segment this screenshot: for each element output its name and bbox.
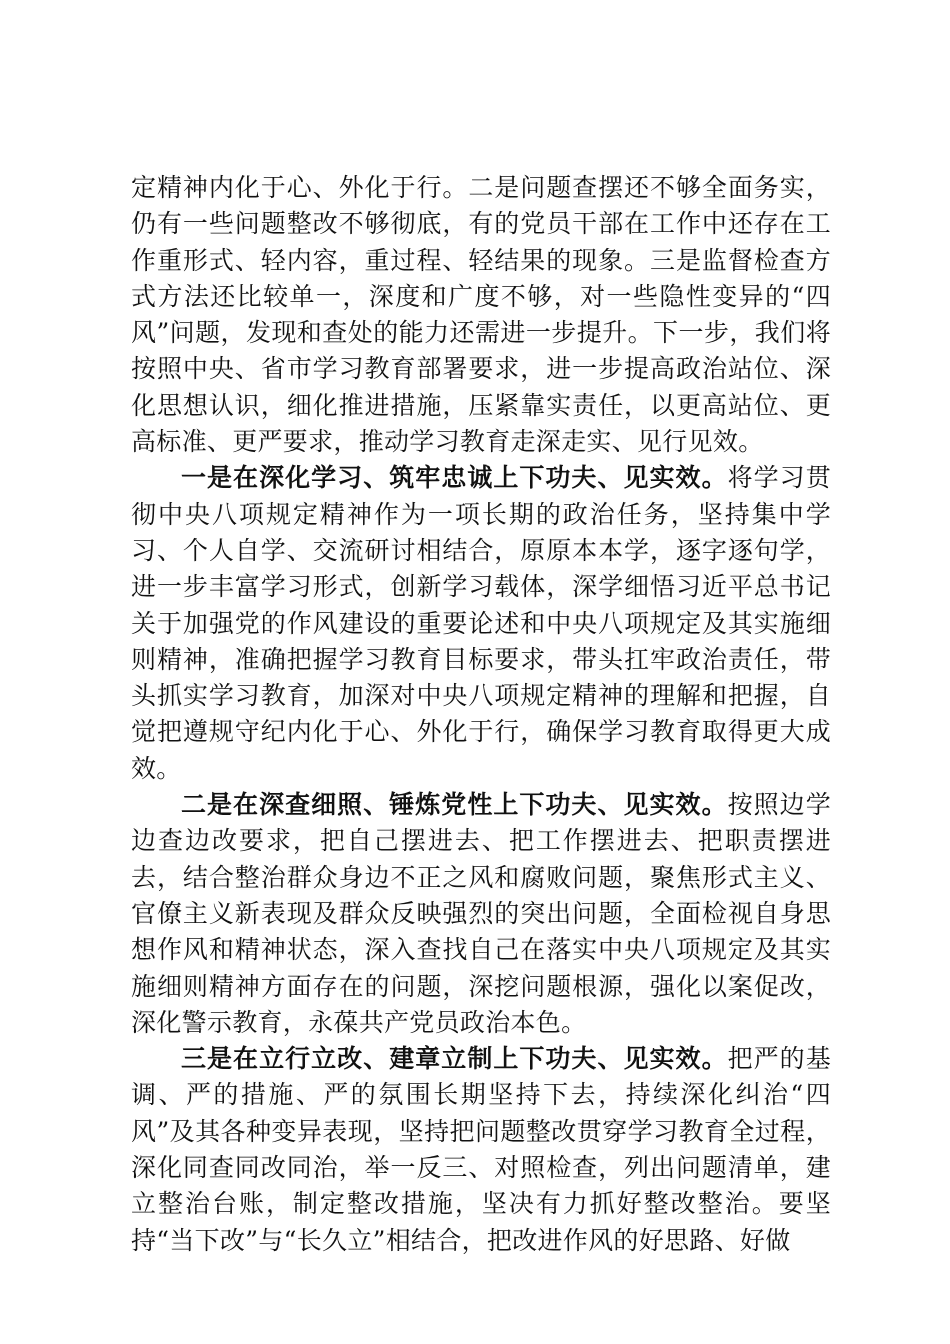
paragraph-text: 按照边学边查边改要求，把自己摆进去、把工作摆进去、把职责摆进去，结合整治群众身边不正之风和腐败问题，聚焦形式主义、官僚主义新表现及群众反映强烈的突出问题，全面检视自身思想作风和精神状态，深入查找自己在落实中央八项规定及其实施细则精神方面存在的问题，深挖问题根源，强化以案促改，深化警示教育，永葆共产党员政治本色。	[131, 790, 831, 1037]
paragraph-point-one	[131, 460, 831, 787]
paragraph-text: 将学习贯彻中央八项规定精神作为一项长期的政治任务，坚持集中学习、个人自学、交流研讨相结合，原原本本学，逐字逐句学，进一步丰富学习形式，创新学习载体，深学细悟习近平总书记关于加强党的作风建设的重要论述和中央八项规定及其实施细则精神，准确把握学习教育目标要求，带头扛牢政治责任，带头抓实学习教育，加深对中央八项规定精神的理解和把握，自觉把遵规守纪内化于心、外化于行，确保学习教育取得更大成效。	[131, 463, 831, 783]
paragraph-point-three	[131, 1041, 831, 1259]
paragraph-heading: 二是在深查细照、锤炼党性上下功夫、见实效。	[181, 790, 728, 820]
document-body	[131, 170, 831, 1259]
paragraph-continuation	[131, 170, 831, 460]
paragraph-text: 定精神内化于心、外化于行。二是问题查摆还不够全面务实，仍有一些问题整改不够彻底，有的党员干部在工作中还存在工作重形式、轻内容，重过程、轻结果的现象。三是监督检查方式方法还比较单一，深度和广度不够，对一些隐性变异的“四风”问题，发现和查处的能力还需进一步提升。下一步，我们将按照中央、省市学习教育部署要求，进一步提高政治站位、深化思想认识，细化推进措施，压紧靠实责任，以更高站位、更高标准、更严要求，推动学习教育走深走实、见行见效。	[131, 173, 831, 457]
paragraph-point-two	[131, 787, 831, 1041]
paragraph-text: 把严的基调、严的措施、严的氛围长期坚持下去，持续深化纠治“四风”及其各种变异表现，坚持把问题整改贯穿学习教育全过程，深化同查同改同治，举一反三、对照检查，列出问题清单，建立整治台账，制定整改措施，坚决有力抓好整改整治。要坚持“当下改”与“长久立”相结合，把改进作风的好思路、好做	[131, 1044, 831, 1255]
paragraph-heading: 一是在深化学习、筑牢忠诚上下功夫、见实效。	[181, 463, 728, 493]
paragraph-heading: 三是在立行立改、建章立制上下功夫、见实效。	[181, 1044, 728, 1074]
